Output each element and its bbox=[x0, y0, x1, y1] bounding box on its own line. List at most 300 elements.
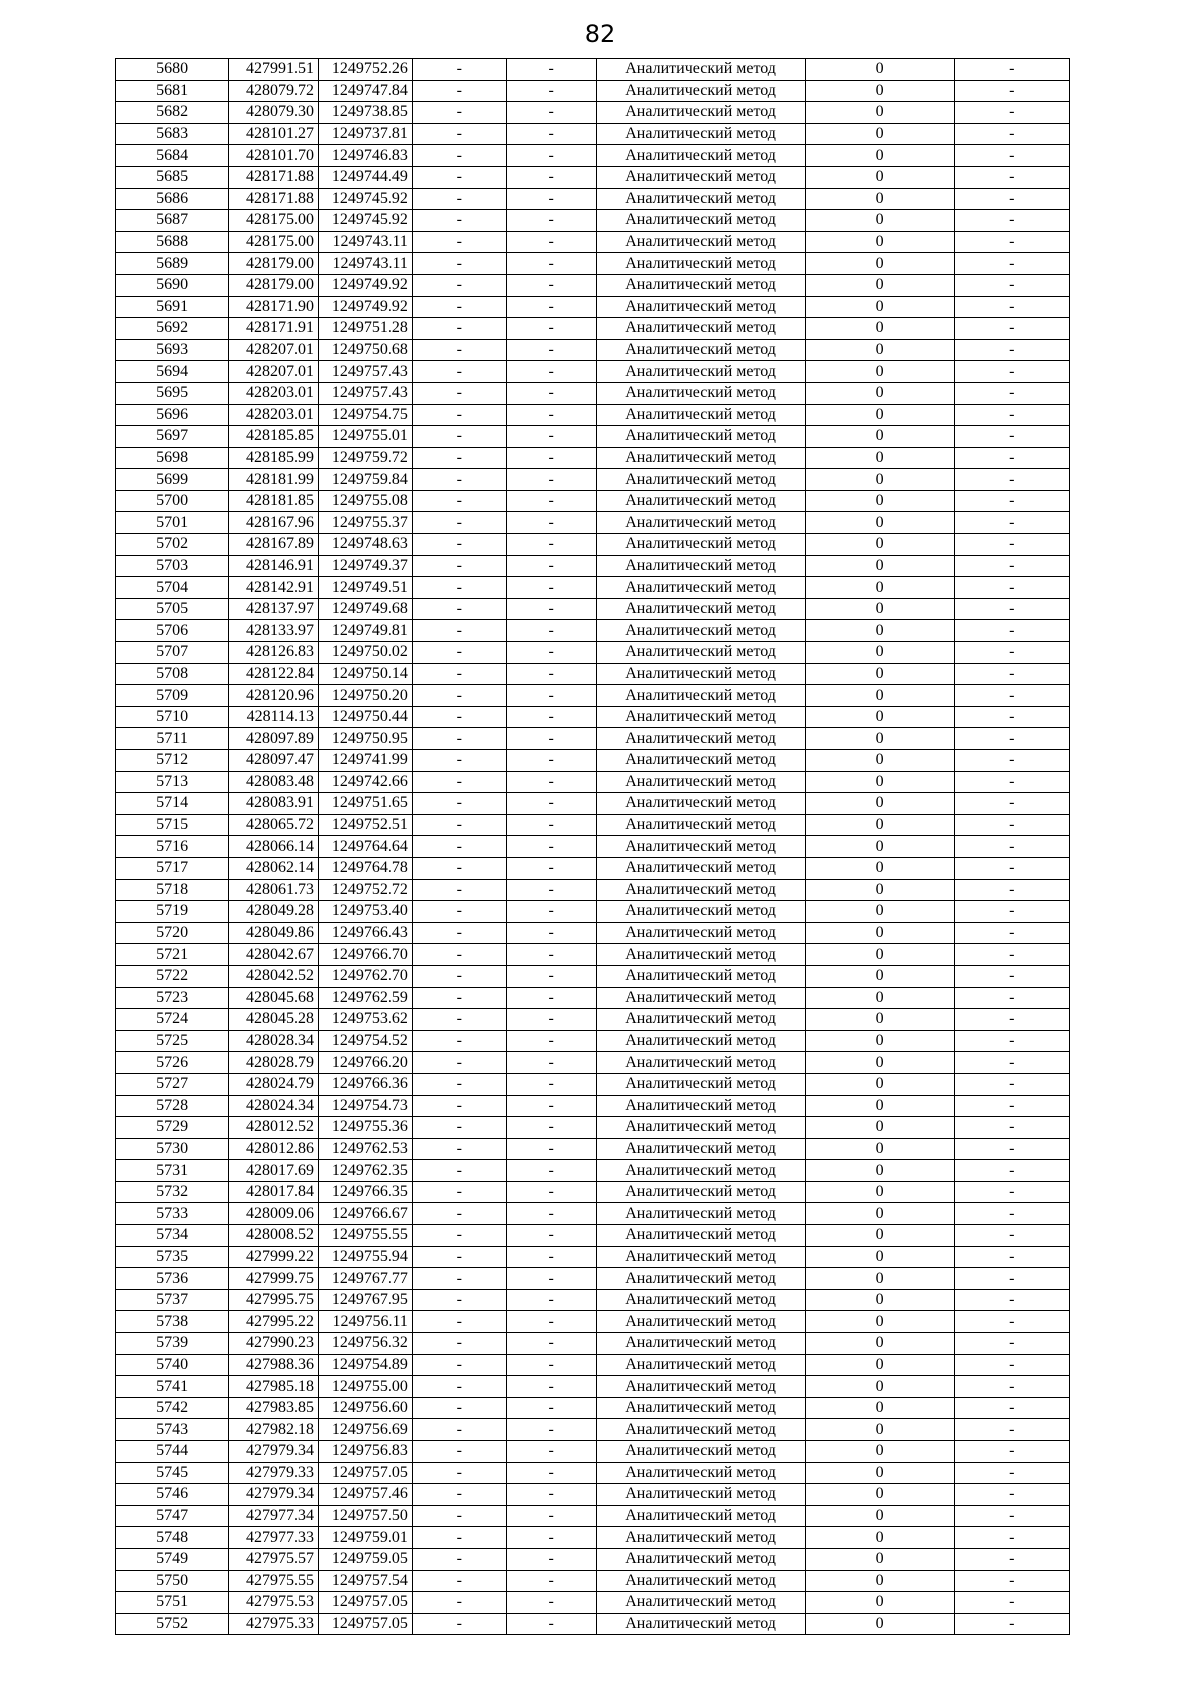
x-coordinate-cell: 428009.06 bbox=[229, 1203, 319, 1225]
y-coordinate-cell: 1249749.81 bbox=[319, 620, 413, 642]
value-cell: 0 bbox=[805, 814, 954, 836]
x-coordinate-cell: 428061.73 bbox=[229, 879, 319, 901]
point-number-cell: 5696 bbox=[116, 404, 229, 426]
value-cell: 0 bbox=[805, 382, 954, 404]
dash-cell: - bbox=[412, 1376, 506, 1398]
method-cell: Аналитический метод bbox=[596, 1592, 805, 1614]
method-cell: Аналитический метод bbox=[596, 231, 805, 253]
table-body bbox=[116, 59, 1070, 1635]
point-number-cell: 5748 bbox=[116, 1527, 229, 1549]
point-number-cell: 5739 bbox=[116, 1333, 229, 1355]
x-coordinate-cell: 428179.00 bbox=[229, 274, 319, 296]
method-cell: Аналитический метод bbox=[596, 685, 805, 707]
x-coordinate-cell: 428171.88 bbox=[229, 166, 319, 188]
y-coordinate-cell: 1249755.01 bbox=[319, 426, 413, 448]
x-coordinate-cell: 428101.27 bbox=[229, 123, 319, 145]
point-number-cell: 5716 bbox=[116, 836, 229, 858]
method-cell: Аналитический метод bbox=[596, 361, 805, 383]
dash-cell: - bbox=[412, 188, 506, 210]
point-number-cell: 5717 bbox=[116, 857, 229, 879]
x-coordinate-cell: 428066.14 bbox=[229, 836, 319, 858]
point-number-cell: 5725 bbox=[116, 1030, 229, 1052]
method-cell: Аналитический метод bbox=[596, 274, 805, 296]
dash-cell: - bbox=[412, 361, 506, 383]
dash-cell: - bbox=[412, 1462, 506, 1484]
method-cell: Аналитический метод bbox=[596, 59, 805, 81]
table-row bbox=[116, 166, 1070, 188]
method-cell: Аналитический метод bbox=[596, 210, 805, 232]
point-number-cell: 5722 bbox=[116, 965, 229, 987]
value-cell: 0 bbox=[805, 1268, 954, 1290]
y-coordinate-cell: 1249766.67 bbox=[319, 1203, 413, 1225]
x-coordinate-cell: 428126.83 bbox=[229, 642, 319, 664]
dash-cell: - bbox=[506, 1354, 596, 1376]
dash-cell: - bbox=[506, 1376, 596, 1398]
table-row bbox=[116, 771, 1070, 793]
value-cell: 0 bbox=[805, 166, 954, 188]
method-cell: Аналитический метод bbox=[596, 1354, 805, 1376]
dash-cell: - bbox=[412, 1333, 506, 1355]
method-cell: Аналитический метод bbox=[596, 1311, 805, 1333]
point-number-cell: 5734 bbox=[116, 1225, 229, 1247]
x-coordinate-cell: 428171.90 bbox=[229, 296, 319, 318]
dash-cell: - bbox=[506, 534, 596, 556]
value-cell: 0 bbox=[805, 857, 954, 879]
value-cell: 0 bbox=[805, 1376, 954, 1398]
point-number-cell: 5698 bbox=[116, 447, 229, 469]
x-coordinate-cell: 428083.91 bbox=[229, 793, 319, 815]
dash-cell: - bbox=[954, 59, 1069, 81]
method-cell: Аналитический метод bbox=[596, 145, 805, 167]
x-coordinate-cell: 428185.85 bbox=[229, 426, 319, 448]
value-cell: 0 bbox=[805, 1203, 954, 1225]
point-number-cell: 5737 bbox=[116, 1289, 229, 1311]
table-row bbox=[116, 274, 1070, 296]
point-number-cell: 5710 bbox=[116, 706, 229, 728]
point-number-cell: 5721 bbox=[116, 944, 229, 966]
table-row bbox=[116, 426, 1070, 448]
value-cell: 0 bbox=[805, 1592, 954, 1614]
dash-cell: - bbox=[506, 318, 596, 340]
method-cell: Аналитический метод bbox=[596, 771, 805, 793]
dash-cell: - bbox=[954, 339, 1069, 361]
point-number-cell: 5729 bbox=[116, 1117, 229, 1139]
table-row bbox=[116, 836, 1070, 858]
dash-cell: - bbox=[412, 1613, 506, 1635]
point-number-cell: 5751 bbox=[116, 1592, 229, 1614]
dash-cell: - bbox=[954, 1441, 1069, 1463]
x-coordinate-cell: 428097.47 bbox=[229, 750, 319, 772]
x-coordinate-cell: 428024.34 bbox=[229, 1095, 319, 1117]
table-row bbox=[116, 1117, 1070, 1139]
point-number-cell: 5709 bbox=[116, 685, 229, 707]
value-cell: 0 bbox=[805, 1419, 954, 1441]
y-coordinate-cell: 1249741.99 bbox=[319, 750, 413, 772]
method-cell: Аналитический метод bbox=[596, 620, 805, 642]
value-cell: 0 bbox=[805, 663, 954, 685]
dash-cell: - bbox=[412, 534, 506, 556]
dash-cell: - bbox=[412, 210, 506, 232]
dash-cell: - bbox=[954, 404, 1069, 426]
dash-cell: - bbox=[954, 361, 1069, 383]
dash-cell: - bbox=[412, 59, 506, 81]
method-cell: Аналитический метод bbox=[596, 1613, 805, 1635]
dash-cell: - bbox=[506, 1095, 596, 1117]
x-coordinate-cell: 428017.84 bbox=[229, 1181, 319, 1203]
method-cell: Аналитический метод bbox=[596, 728, 805, 750]
value-cell: 0 bbox=[805, 685, 954, 707]
value-cell: 0 bbox=[805, 1397, 954, 1419]
value-cell: 0 bbox=[805, 339, 954, 361]
table-row bbox=[116, 404, 1070, 426]
value-cell: 0 bbox=[805, 1505, 954, 1527]
dash-cell: - bbox=[412, 706, 506, 728]
method-cell: Аналитический метод bbox=[596, 512, 805, 534]
method-cell: Аналитический метод bbox=[596, 1073, 805, 1095]
dash-cell: - bbox=[954, 1548, 1069, 1570]
point-number-cell: 5752 bbox=[116, 1613, 229, 1635]
dash-cell: - bbox=[506, 1289, 596, 1311]
dash-cell: - bbox=[506, 102, 596, 124]
dash-cell: - bbox=[954, 102, 1069, 124]
value-cell: 0 bbox=[805, 922, 954, 944]
point-number-cell: 5693 bbox=[116, 339, 229, 361]
method-cell: Аналитический метод bbox=[596, 1397, 805, 1419]
dash-cell: - bbox=[506, 706, 596, 728]
value-cell: 0 bbox=[805, 987, 954, 1009]
y-coordinate-cell: 1249751.28 bbox=[319, 318, 413, 340]
point-number-cell: 5680 bbox=[116, 59, 229, 81]
y-coordinate-cell: 1249756.11 bbox=[319, 1311, 413, 1333]
dash-cell: - bbox=[506, 750, 596, 772]
x-coordinate-cell: 427999.22 bbox=[229, 1246, 319, 1268]
table-row bbox=[116, 577, 1070, 599]
dash-cell: - bbox=[412, 1570, 506, 1592]
value-cell: 0 bbox=[805, 296, 954, 318]
value-cell: 0 bbox=[805, 944, 954, 966]
x-coordinate-cell: 428065.72 bbox=[229, 814, 319, 836]
x-coordinate-cell: 427975.55 bbox=[229, 1570, 319, 1592]
dash-cell: - bbox=[954, 447, 1069, 469]
dash-cell: - bbox=[954, 231, 1069, 253]
y-coordinate-cell: 1249754.73 bbox=[319, 1095, 413, 1117]
dash-cell: - bbox=[412, 620, 506, 642]
dash-cell: - bbox=[506, 80, 596, 102]
value-cell: 0 bbox=[805, 123, 954, 145]
x-coordinate-cell: 427979.33 bbox=[229, 1462, 319, 1484]
dash-cell: - bbox=[954, 857, 1069, 879]
dash-cell: - bbox=[412, 426, 506, 448]
point-number-cell: 5705 bbox=[116, 598, 229, 620]
point-number-cell: 5689 bbox=[116, 253, 229, 275]
dash-cell: - bbox=[412, 447, 506, 469]
coordinates-table bbox=[115, 58, 1070, 1635]
dash-cell: - bbox=[412, 1592, 506, 1614]
dash-cell: - bbox=[412, 1052, 506, 1074]
point-number-cell: 5711 bbox=[116, 728, 229, 750]
value-cell: 0 bbox=[805, 404, 954, 426]
dash-cell: - bbox=[412, 1095, 506, 1117]
dash-cell: - bbox=[506, 469, 596, 491]
dash-cell: - bbox=[506, 1138, 596, 1160]
dash-cell: - bbox=[954, 1138, 1069, 1160]
dash-cell: - bbox=[506, 231, 596, 253]
dash-cell: - bbox=[954, 1570, 1069, 1592]
dash-cell: - bbox=[954, 426, 1069, 448]
dash-cell: - bbox=[506, 965, 596, 987]
dash-cell: - bbox=[506, 274, 596, 296]
dash-cell: - bbox=[506, 663, 596, 685]
dash-cell: - bbox=[506, 1181, 596, 1203]
x-coordinate-cell: 427999.75 bbox=[229, 1268, 319, 1290]
dash-cell: - bbox=[412, 1527, 506, 1549]
point-number-cell: 5694 bbox=[116, 361, 229, 383]
method-cell: Аналитический метод bbox=[596, 102, 805, 124]
value-cell: 0 bbox=[805, 102, 954, 124]
table-row bbox=[116, 1441, 1070, 1463]
point-number-cell: 5695 bbox=[116, 382, 229, 404]
dash-cell: - bbox=[954, 1052, 1069, 1074]
point-number-cell: 5682 bbox=[116, 102, 229, 124]
dash-cell: - bbox=[412, 577, 506, 599]
value-cell: 0 bbox=[805, 577, 954, 599]
table-row bbox=[116, 188, 1070, 210]
value-cell: 0 bbox=[805, 210, 954, 232]
x-coordinate-cell: 428042.52 bbox=[229, 965, 319, 987]
value-cell: 0 bbox=[805, 469, 954, 491]
method-cell: Аналитический метод bbox=[596, 1570, 805, 1592]
point-number-cell: 5706 bbox=[116, 620, 229, 642]
dash-cell: - bbox=[954, 944, 1069, 966]
y-coordinate-cell: 1249750.68 bbox=[319, 339, 413, 361]
method-cell: Аналитический метод bbox=[596, 1441, 805, 1463]
dash-cell: - bbox=[412, 944, 506, 966]
dash-cell: - bbox=[412, 490, 506, 512]
table-row bbox=[116, 685, 1070, 707]
table-row bbox=[116, 879, 1070, 901]
point-number-cell: 5750 bbox=[116, 1570, 229, 1592]
y-coordinate-cell: 1249759.84 bbox=[319, 469, 413, 491]
point-number-cell: 5745 bbox=[116, 1462, 229, 1484]
y-coordinate-cell: 1249749.92 bbox=[319, 296, 413, 318]
dash-cell: - bbox=[506, 145, 596, 167]
dash-cell: - bbox=[412, 1009, 506, 1031]
page-number: 82 bbox=[584, 20, 616, 48]
dash-cell: - bbox=[506, 404, 596, 426]
point-number-cell: 5723 bbox=[116, 987, 229, 1009]
table-row bbox=[116, 728, 1070, 750]
value-cell: 0 bbox=[805, 490, 954, 512]
method-cell: Аналитический метод bbox=[596, 469, 805, 491]
dash-cell: - bbox=[506, 1570, 596, 1592]
dash-cell: - bbox=[412, 922, 506, 944]
dash-cell: - bbox=[954, 1462, 1069, 1484]
method-cell: Аналитический метод bbox=[596, 577, 805, 599]
y-coordinate-cell: 1249752.72 bbox=[319, 879, 413, 901]
y-coordinate-cell: 1249764.64 bbox=[319, 836, 413, 858]
dash-cell: - bbox=[506, 987, 596, 1009]
method-cell: Аналитический метод bbox=[596, 253, 805, 275]
point-number-cell: 5724 bbox=[116, 1009, 229, 1031]
table-row bbox=[116, 1052, 1070, 1074]
method-cell: Аналитический метод bbox=[596, 1268, 805, 1290]
y-coordinate-cell: 1249749.37 bbox=[319, 555, 413, 577]
method-cell: Аналитический метод bbox=[596, 750, 805, 772]
x-coordinate-cell: 428185.99 bbox=[229, 447, 319, 469]
method-cell: Аналитический метод bbox=[596, 987, 805, 1009]
dash-cell: - bbox=[954, 771, 1069, 793]
x-coordinate-cell: 427975.33 bbox=[229, 1613, 319, 1635]
value-cell: 0 bbox=[805, 1289, 954, 1311]
dash-cell: - bbox=[412, 1246, 506, 1268]
point-number-cell: 5747 bbox=[116, 1505, 229, 1527]
table-row bbox=[116, 102, 1070, 124]
x-coordinate-cell: 427995.75 bbox=[229, 1289, 319, 1311]
value-cell: 0 bbox=[805, 750, 954, 772]
y-coordinate-cell: 1249752.26 bbox=[319, 59, 413, 81]
y-coordinate-cell: 1249757.05 bbox=[319, 1462, 413, 1484]
dash-cell: - bbox=[506, 512, 596, 534]
point-number-cell: 5735 bbox=[116, 1246, 229, 1268]
y-coordinate-cell: 1249748.63 bbox=[319, 534, 413, 556]
dash-cell: - bbox=[954, 1181, 1069, 1203]
dash-cell: - bbox=[954, 490, 1069, 512]
table-row bbox=[116, 1419, 1070, 1441]
value-cell: 0 bbox=[805, 1333, 954, 1355]
dash-cell: - bbox=[954, 685, 1069, 707]
dash-cell: - bbox=[506, 793, 596, 815]
dash-cell: - bbox=[412, 318, 506, 340]
y-coordinate-cell: 1249755.08 bbox=[319, 490, 413, 512]
point-number-cell: 5740 bbox=[116, 1354, 229, 1376]
dash-cell: - bbox=[412, 1548, 506, 1570]
dash-cell: - bbox=[506, 598, 596, 620]
point-number-cell: 5715 bbox=[116, 814, 229, 836]
dash-cell: - bbox=[506, 59, 596, 81]
y-coordinate-cell: 1249752.51 bbox=[319, 814, 413, 836]
table-row bbox=[116, 944, 1070, 966]
point-number-cell: 5687 bbox=[116, 210, 229, 232]
x-coordinate-cell: 428045.68 bbox=[229, 987, 319, 1009]
dash-cell: - bbox=[412, 1311, 506, 1333]
point-number-cell: 5690 bbox=[116, 274, 229, 296]
dash-cell: - bbox=[506, 879, 596, 901]
method-cell: Аналитический метод bbox=[596, 1203, 805, 1225]
dash-cell: - bbox=[506, 490, 596, 512]
method-cell: Аналитический метод bbox=[596, 555, 805, 577]
y-coordinate-cell: 1249756.60 bbox=[319, 1397, 413, 1419]
dash-cell: - bbox=[412, 274, 506, 296]
table-row bbox=[116, 123, 1070, 145]
table-row bbox=[116, 1527, 1070, 1549]
dash-cell: - bbox=[954, 793, 1069, 815]
dash-cell: - bbox=[506, 123, 596, 145]
method-cell: Аналитический метод bbox=[596, 404, 805, 426]
dash-cell: - bbox=[506, 1419, 596, 1441]
y-coordinate-cell: 1249757.43 bbox=[319, 361, 413, 383]
x-coordinate-cell: 428179.00 bbox=[229, 253, 319, 275]
dash-cell: - bbox=[412, 1117, 506, 1139]
table-row bbox=[116, 469, 1070, 491]
dash-cell: - bbox=[412, 1073, 506, 1095]
method-cell: Аналитический метод bbox=[596, 166, 805, 188]
dash-cell: - bbox=[506, 426, 596, 448]
dash-cell: - bbox=[506, 728, 596, 750]
dash-cell: - bbox=[412, 1419, 506, 1441]
y-coordinate-cell: 1249749.68 bbox=[319, 598, 413, 620]
y-coordinate-cell: 1249744.49 bbox=[319, 166, 413, 188]
dash-cell: - bbox=[506, 1592, 596, 1614]
method-cell: Аналитический метод bbox=[596, 1419, 805, 1441]
dash-cell: - bbox=[412, 598, 506, 620]
dash-cell: - bbox=[954, 318, 1069, 340]
table-row bbox=[116, 1009, 1070, 1031]
value-cell: 0 bbox=[805, 1030, 954, 1052]
value-cell: 0 bbox=[805, 620, 954, 642]
dash-cell: - bbox=[412, 1484, 506, 1506]
value-cell: 0 bbox=[805, 534, 954, 556]
value-cell: 0 bbox=[805, 1613, 954, 1635]
table-row bbox=[116, 987, 1070, 1009]
dash-cell: - bbox=[412, 836, 506, 858]
method-cell: Аналитический метод bbox=[596, 922, 805, 944]
table-row bbox=[116, 210, 1070, 232]
method-cell: Аналитический метод bbox=[596, 382, 805, 404]
dash-cell: - bbox=[412, 404, 506, 426]
dash-cell: - bbox=[954, 1397, 1069, 1419]
point-number-cell: 5732 bbox=[116, 1181, 229, 1203]
x-coordinate-cell: 428203.01 bbox=[229, 382, 319, 404]
dash-cell: - bbox=[954, 1095, 1069, 1117]
y-coordinate-cell: 1249756.32 bbox=[319, 1333, 413, 1355]
dash-cell: - bbox=[506, 188, 596, 210]
method-cell: Аналитический метод bbox=[596, 318, 805, 340]
dash-cell: - bbox=[412, 728, 506, 750]
table-row bbox=[116, 1484, 1070, 1506]
y-coordinate-cell: 1249754.52 bbox=[319, 1030, 413, 1052]
value-cell: 0 bbox=[805, 361, 954, 383]
x-coordinate-cell: 428101.70 bbox=[229, 145, 319, 167]
dash-cell: - bbox=[954, 1505, 1069, 1527]
table-row bbox=[116, 1397, 1070, 1419]
dash-cell: - bbox=[954, 1592, 1069, 1614]
dash-cell: - bbox=[954, 1311, 1069, 1333]
x-coordinate-cell: 428042.67 bbox=[229, 944, 319, 966]
method-cell: Аналитический метод bbox=[596, 944, 805, 966]
x-coordinate-cell: 428120.96 bbox=[229, 685, 319, 707]
method-cell: Аналитический метод bbox=[596, 1462, 805, 1484]
method-cell: Аналитический метод bbox=[596, 1052, 805, 1074]
dash-cell: - bbox=[954, 620, 1069, 642]
dash-cell: - bbox=[506, 1505, 596, 1527]
x-coordinate-cell: 428181.85 bbox=[229, 490, 319, 512]
x-coordinate-cell: 428146.91 bbox=[229, 555, 319, 577]
point-number-cell: 5714 bbox=[116, 793, 229, 815]
table-row bbox=[116, 490, 1070, 512]
dash-cell: - bbox=[954, 1009, 1069, 1031]
dash-cell: - bbox=[954, 1117, 1069, 1139]
dash-cell: - bbox=[954, 1246, 1069, 1268]
method-cell: Аналитический метод bbox=[596, 1181, 805, 1203]
method-cell: Аналитический метод bbox=[596, 447, 805, 469]
dash-cell: - bbox=[954, 663, 1069, 685]
table-row bbox=[116, 965, 1070, 987]
method-cell: Аналитический метод bbox=[596, 901, 805, 923]
value-cell: 0 bbox=[805, 1462, 954, 1484]
y-coordinate-cell: 1249747.84 bbox=[319, 80, 413, 102]
dash-cell: - bbox=[412, 555, 506, 577]
method-cell: Аналитический метод bbox=[596, 706, 805, 728]
